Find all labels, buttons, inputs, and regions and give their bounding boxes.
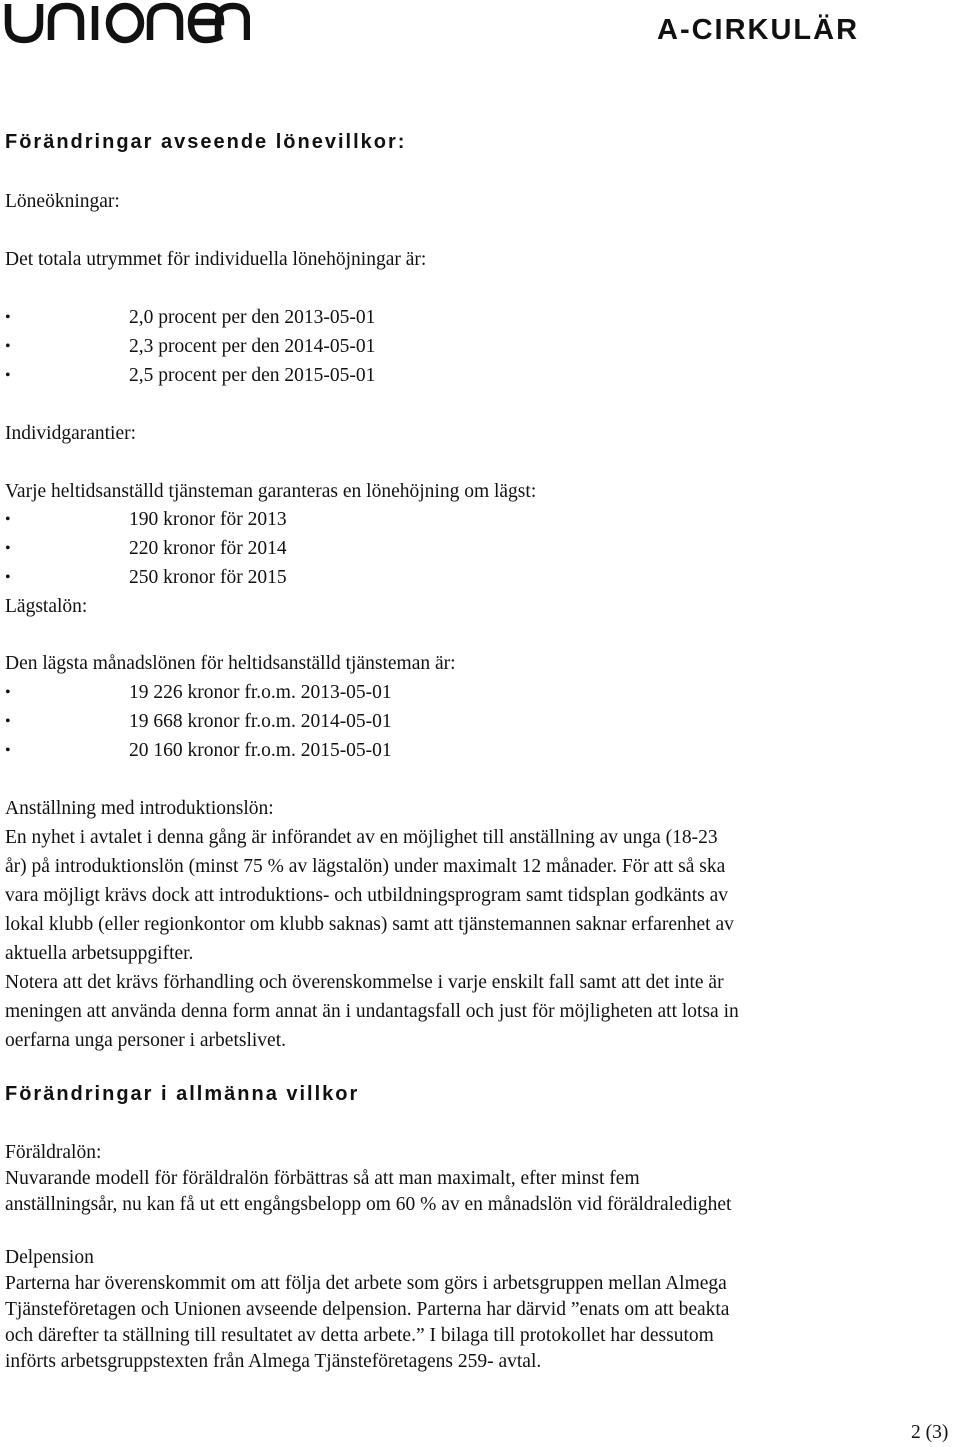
total-space-text: Det totala utrymmet för individuella lönehöjningar är: bbox=[5, 249, 427, 270]
paragraph-line: lokal klubb (eller regionkontor om klubb saknas) samt att tjänstemannen saknar erfarenhet av bbox=[5, 914, 734, 935]
paragraph-line: Parterna har överenskommit om att följa det arbete som görs i arbetsgruppen mellan Almega bbox=[5, 1273, 727, 1294]
list-item: • 250 kronor för 2015 bbox=[5, 567, 287, 588]
unionen-logo bbox=[4, 0, 250, 44]
intro-wage-label: Anställning med introduktionslön: bbox=[5, 798, 274, 819]
paragraph-line: Nuvarande modell för föräldralön förbättras så att man maximalt, efter minst fem bbox=[5, 1168, 640, 1189]
paragraph-line: meningen att använda denna form annat än i undantagsfall och just för möjligheten att lotsa in bbox=[5, 1001, 739, 1022]
min-wage-label: Lägstalön: bbox=[5, 596, 88, 617]
list-item: • 2,0 procent per den 2013-05-01 bbox=[5, 307, 376, 328]
min-wage-list bbox=[5, 678, 392, 765]
list-item: • 19 226 kronor fr.o.m. 2013-05-01 bbox=[5, 682, 392, 703]
parental-pay-paragraph bbox=[5, 1166, 885, 1218]
paragraph-line: införts arbetsgruppstexten från Almega Tjänsteföretagens 259- avtal. bbox=[5, 1351, 542, 1372]
guarantee-text: Varje heltidsanställd tjänsteman garanteras en lönehöjning om lägst: bbox=[5, 481, 537, 502]
wage-increase-label: Löneökningar: bbox=[5, 191, 120, 212]
list-item: • 190 kronor för 2013 bbox=[5, 509, 287, 530]
list-item: • 2,5 procent per den 2015-05-01 bbox=[5, 365, 376, 386]
section-heading-general: Förändringar i allmänna villkor bbox=[5, 1083, 360, 1105]
partial-pension-label: Delpension bbox=[5, 1247, 94, 1268]
list-item: • 2,3 procent per den 2014-05-01 bbox=[5, 336, 376, 357]
paragraph-line: En nyhet i avtalet i denna gång är införandet av en möjlighet till anställning av unga (18-23 bbox=[5, 827, 718, 848]
section-heading-wages: Förändringar avseende lönevillkor: bbox=[5, 131, 407, 153]
page-indicator: 2 (3) bbox=[911, 1422, 949, 1443]
paragraph-line: oerfarna unga personer i arbetslivet. bbox=[5, 1030, 286, 1051]
wage-increase-list bbox=[5, 303, 375, 390]
paragraph-line: år) på introduktionslön (minst 75 % av lägstalön) under maximalt 12 månader. För att så ska bbox=[5, 856, 726, 877]
paragraph-line: aktuella arbetsuppgifter. bbox=[5, 943, 194, 964]
min-wage-text: Den lägsta månadslönen för heltidsanställd tjänsteman är: bbox=[5, 653, 456, 674]
list-item: • 20 160 kronor fr.o.m. 2015-05-01 bbox=[5, 740, 392, 761]
paragraph-line: Tjänsteföretagen och Unionen avseende delpension. Parterna har därvid ”enats om att beakta bbox=[5, 1299, 730, 1320]
guarantee-label: Individgarantier: bbox=[5, 423, 137, 444]
list-item: • 19 668 kronor fr.o.m. 2014-05-01 bbox=[5, 711, 392, 732]
document-type-label: A-CIRKULÄR bbox=[657, 14, 860, 46]
partial-pension-paragraph bbox=[5, 1271, 885, 1375]
parental-pay-label: Föräldralön: bbox=[5, 1142, 102, 1163]
guarantee-list bbox=[5, 505, 287, 592]
paragraph-line: vara möjligt krävs dock att introduktions- och utbildningsprogram samt tidsplan godkänts av bbox=[5, 885, 729, 906]
intro-wage-paragraph bbox=[5, 823, 885, 1055]
list-item: • 220 kronor för 2014 bbox=[5, 538, 287, 559]
paragraph-line: anställningsår, nu kan få ut ett engångsbelopp om 60 % av en månadslön vid föräldraledighet bbox=[5, 1194, 732, 1215]
paragraph-line: och därefter ta ställning till resultatet av detta arbete.” I bilaga till protokollet har dessutom bbox=[5, 1325, 714, 1346]
paragraph-line: Notera att det krävs förhandling och överenskommelse i varje enskilt fall samt att det inte är bbox=[5, 972, 724, 993]
